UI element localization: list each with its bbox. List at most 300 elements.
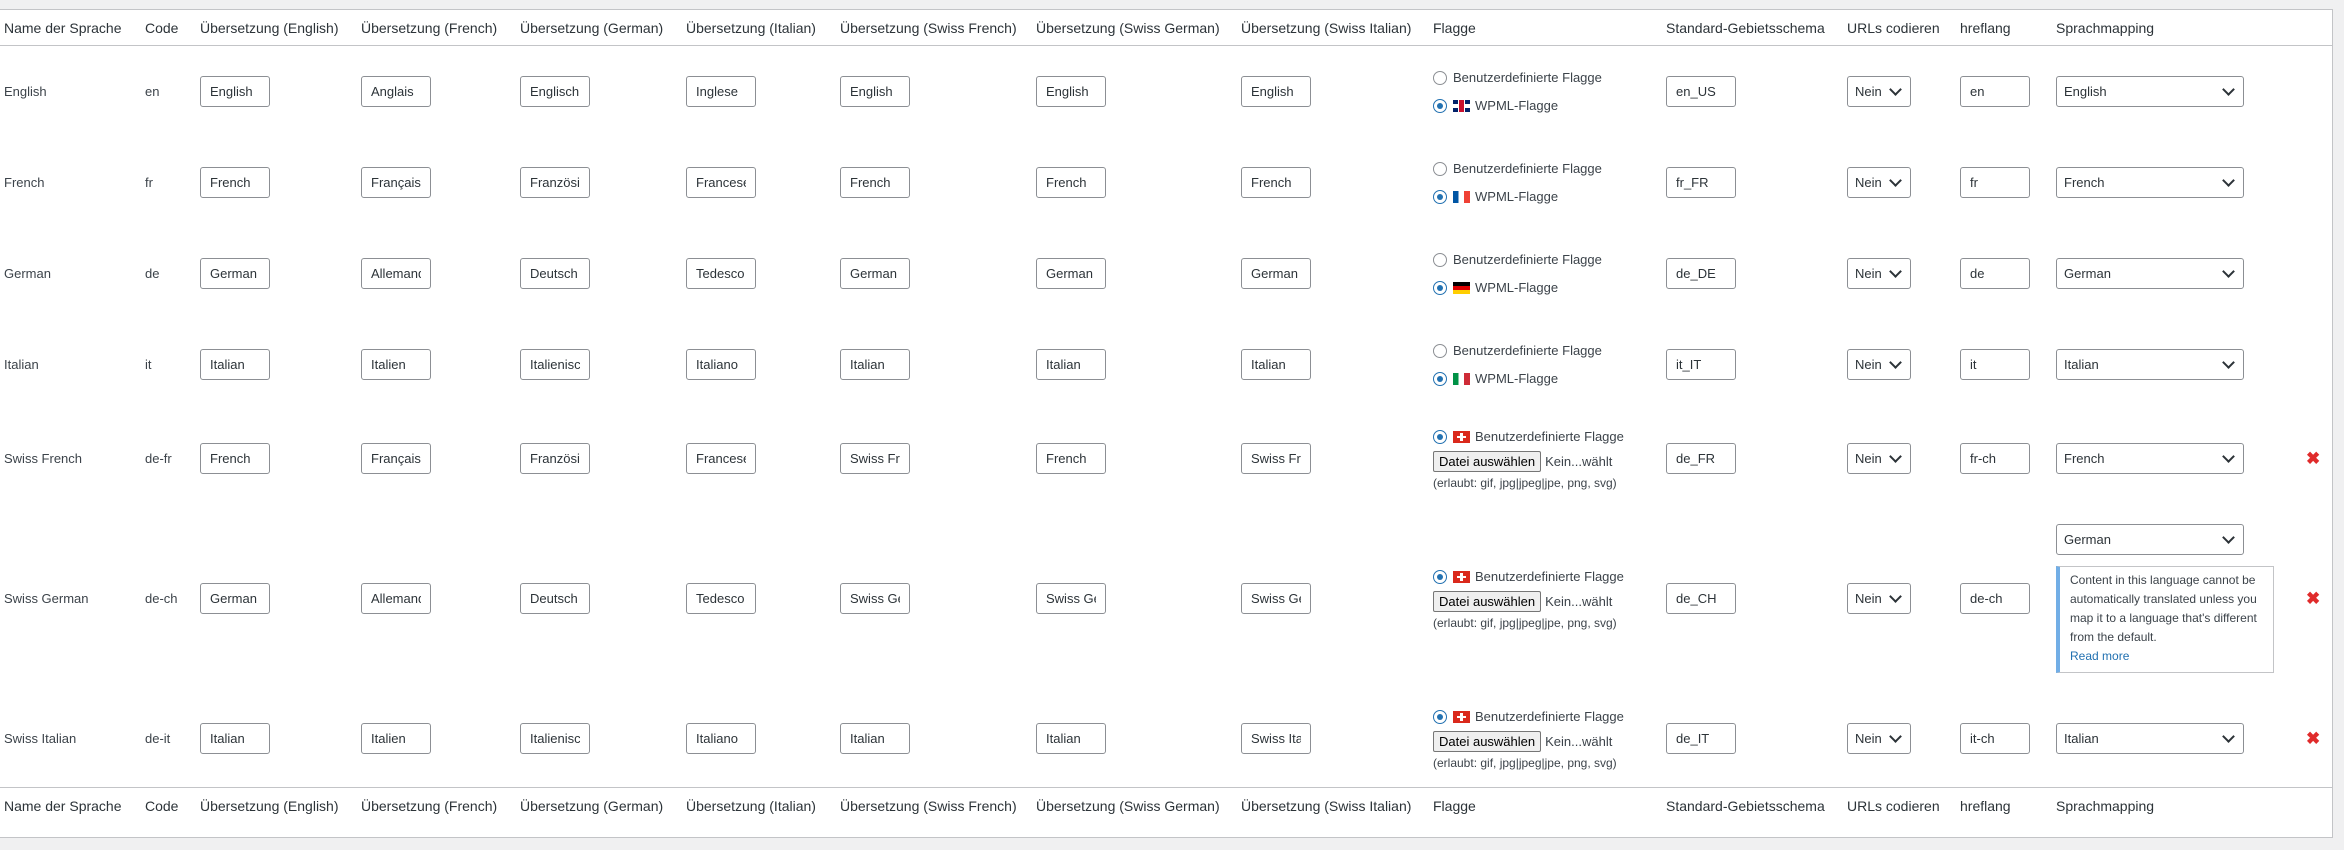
header-name: Name der Sprache — [0, 10, 141, 46]
ch-flag-icon — [1453, 711, 1470, 723]
footer-actions — [2302, 788, 2333, 824]
header-encode-urls: URLs codieren — [1843, 10, 1956, 46]
custom-flag-label: Benutzerdefinierte Flagge — [1475, 429, 1624, 444]
translation-input-french[interactable] — [361, 349, 431, 380]
translation-input-swiss-german[interactable] — [1036, 443, 1106, 474]
translation-cell — [196, 690, 357, 788]
header-tr-french: Übersetzung (French) — [357, 10, 516, 46]
mapping-cell — [2052, 137, 2302, 228]
translation-input-german[interactable] — [520, 443, 590, 474]
header-tr-english: Übersetzung (English) — [196, 10, 357, 46]
translation-cell — [196, 46, 357, 138]
translation-cell — [516, 690, 682, 788]
translation-input-italian[interactable] — [686, 349, 756, 380]
footer-tr-german: Übersetzung (German) — [516, 788, 682, 824]
translation-input-italian[interactable] — [686, 167, 756, 198]
language-code: de — [145, 266, 160, 281]
chevron-down-icon — [2222, 83, 2235, 96]
translation-cell — [516, 228, 682, 319]
language-mapping-value: English — [2064, 84, 2107, 99]
translation-input-swiss-italian[interactable] — [1241, 443, 1311, 474]
translation-cell — [1032, 228, 1237, 319]
translation-cell — [357, 137, 516, 228]
language-mapping-select[interactable] — [2056, 524, 2244, 555]
translation-input-italian[interactable] — [686, 258, 756, 289]
allowed-file-types: (erlaubt: gif, jpg|jpeg|jpe, png, svg) — [1433, 756, 1617, 770]
custom-flag-radio[interactable] — [1433, 570, 1447, 584]
chevron-down-icon — [1889, 450, 1902, 463]
translation-input-italian[interactable] — [686, 76, 756, 107]
translation-cell — [1237, 507, 1429, 690]
allowed-file-types: (erlaubt: gif, jpg|jpeg|jpe, png, svg) — [1433, 616, 1617, 630]
actions-cell — [2302, 690, 2333, 788]
translation-input-german[interactable] — [520, 258, 590, 289]
it-flag-icon — [1453, 373, 1470, 385]
choose-file-button[interactable]: Datei auswählen — [1433, 731, 1541, 752]
language-mapping-value: French — [2064, 451, 2105, 466]
wpml-flag-radio[interactable] — [1433, 372, 1447, 386]
header-tr-german: Übersetzung (German) — [516, 10, 682, 46]
table-row — [0, 507, 2333, 690]
hreflang-cell — [1956, 319, 2052, 410]
custom-flag-option[interactable] — [1433, 337, 1662, 365]
custom-flag-option[interactable] — [1433, 246, 1662, 274]
footer-tr-swiss-german: Übersetzung (Swiss German) — [1032, 788, 1237, 824]
custom-flag-label: Benutzerdefinierte Flagge — [1453, 69, 1602, 85]
translation-cell — [1032, 507, 1237, 690]
translation-input-french[interactable] — [361, 583, 431, 614]
header-flag: Flagge — [1429, 10, 1662, 46]
encode-urls-value: Nein — [1855, 731, 1882, 746]
translation-input-italian[interactable] — [686, 443, 756, 474]
encode-urls-select[interactable] — [1847, 349, 1911, 380]
mapping-cell — [2052, 410, 2302, 507]
translation-cell — [1032, 46, 1237, 138]
translation-cell — [516, 46, 682, 138]
custom-flag-option[interactable] — [1433, 64, 1662, 92]
translation-input-swiss-french[interactable] — [840, 443, 910, 474]
translation-cell — [516, 507, 682, 690]
hreflang-input[interactable] — [1960, 167, 2030, 198]
language-code: de-ch — [145, 591, 178, 606]
translation-cell — [196, 507, 357, 690]
wpml-flag-label: WPML-Flagge — [1475, 188, 1559, 204]
locale-cell — [1662, 46, 1843, 138]
de-flag-icon — [1453, 282, 1470, 294]
translation-input-french[interactable] — [361, 723, 431, 754]
wpml-flag-label: WPML-Flagge — [1475, 279, 1559, 295]
wpml-flag-option[interactable] — [1433, 92, 1662, 120]
encode-cell — [1843, 137, 1956, 228]
default-locale-input[interactable] — [1666, 723, 1736, 754]
translation-input-swiss-french[interactable] — [840, 258, 910, 289]
header-tr-swiss-german: Übersetzung (Swiss German) — [1032, 10, 1237, 46]
custom-flag-radio[interactable] — [1433, 430, 1447, 444]
translation-input-german[interactable] — [520, 349, 590, 380]
translation-cell — [357, 319, 516, 410]
header-tr-swiss-italian: Übersetzung (Swiss Italian) — [1237, 10, 1429, 46]
language-name: German — [4, 266, 51, 281]
encode-urls-value: Nein — [1855, 591, 1882, 606]
encode-cell — [1843, 410, 1956, 507]
translation-cell — [836, 46, 1032, 138]
translation-input-french[interactable] — [361, 76, 431, 107]
language-mapping-select[interactable] — [2056, 443, 2244, 474]
header-tr-swiss-french: Übersetzung (Swiss French) — [836, 10, 1032, 46]
translation-input-german[interactable] — [520, 583, 590, 614]
encode-cell — [1843, 507, 1956, 690]
default-locale-input[interactable] — [1666, 258, 1736, 289]
mapping-cell — [2052, 319, 2302, 410]
translation-input-swiss-german[interactable] — [1036, 349, 1106, 380]
language-mapping-select[interactable] — [2056, 723, 2244, 754]
translation-cell — [196, 319, 357, 410]
encode-cell — [1843, 228, 1956, 319]
language-code: fr — [145, 175, 153, 190]
translation-input-swiss-italian[interactable] — [1241, 258, 1311, 289]
hreflang-input[interactable] — [1960, 349, 2030, 380]
translation-cell — [1237, 228, 1429, 319]
translation-input-french[interactable] — [361, 167, 431, 198]
hreflang-input[interactable] — [1960, 443, 2030, 474]
footer-code: Code — [141, 788, 196, 824]
chevron-down-icon — [2222, 730, 2235, 743]
language-mapping-value: German — [2064, 532, 2111, 547]
default-locale-input[interactable] — [1666, 167, 1736, 198]
language-code: it — [145, 357, 152, 372]
table-row — [0, 319, 2333, 410]
mapping-cell — [2052, 690, 2302, 788]
footer-name: Name der Sprache — [0, 788, 141, 824]
translation-cell — [682, 690, 836, 788]
encode-urls-select[interactable] — [1847, 443, 1911, 474]
language-code: en — [145, 84, 160, 99]
chevron-down-icon — [2222, 450, 2235, 463]
file-upload — [1433, 731, 1662, 752]
translation-input-swiss-german[interactable] — [1036, 723, 1106, 754]
translation-input-english[interactable] — [200, 76, 270, 107]
hreflang-input[interactable] — [1960, 258, 2030, 289]
actions-cell — [2302, 137, 2333, 228]
translation-input-german[interactable] — [520, 76, 590, 107]
hreflang-cell — [1956, 690, 2052, 788]
language-mapping-select[interactable] — [2056, 258, 2244, 289]
encode-cell — [1843, 690, 1956, 788]
translation-input-swiss-italian[interactable] — [1241, 723, 1311, 754]
mapping-notice — [2056, 566, 2274, 673]
encode-urls-select[interactable] — [1847, 76, 1911, 107]
translation-cell — [357, 690, 516, 788]
translation-input-english[interactable] — [200, 349, 270, 380]
flag-cell — [1429, 228, 1662, 319]
locale-cell — [1662, 690, 1843, 788]
fr-flag-icon — [1453, 191, 1470, 203]
hreflang-input[interactable] — [1960, 723, 2030, 754]
translation-input-italian[interactable] — [686, 723, 756, 754]
actions-cell — [2302, 319, 2333, 410]
flag-cell — [1429, 46, 1662, 138]
footer-tr-swiss-french: Übersetzung (Swiss French) — [836, 788, 1032, 824]
footer-encode-urls: URLs codieren — [1843, 788, 1956, 824]
footer-tr-italian: Übersetzung (Italian) — [682, 788, 836, 824]
header-locale: Standard-Gebietsschema — [1662, 10, 1843, 46]
translation-cell — [196, 228, 357, 319]
delete-language-icon[interactable]: ✖ — [2306, 448, 2321, 468]
encode-cell — [1843, 46, 1956, 138]
chevron-down-icon — [2222, 265, 2235, 278]
translation-input-english[interactable] — [200, 167, 270, 198]
file-name: Kein...wählt — [1545, 734, 1613, 749]
header-mapping: Sprachmapping — [2052, 10, 2302, 46]
default-locale-input[interactable] — [1666, 76, 1736, 107]
translation-cell — [1032, 137, 1237, 228]
language-name: Swiss German — [4, 591, 89, 606]
translation-input-swiss-french[interactable] — [840, 76, 910, 107]
translation-cell — [516, 410, 682, 507]
translation-cell — [682, 410, 836, 507]
flag-cell — [1429, 690, 1662, 788]
language-mapping-select[interactable] — [2056, 76, 2244, 107]
translation-input-german[interactable] — [520, 167, 590, 198]
chevron-down-icon — [2222, 174, 2235, 187]
locale-cell — [1662, 228, 1843, 319]
hreflang-cell — [1956, 228, 2052, 319]
translation-cell — [682, 228, 836, 319]
table-footer-row — [0, 788, 2333, 824]
custom-flag-label: Benutzerdefinierte Flagge — [1453, 251, 1602, 267]
translation-cell — [836, 507, 1032, 690]
custom-flag-radio[interactable] — [1433, 710, 1447, 724]
translation-input-swiss-german[interactable] — [1036, 167, 1106, 198]
footer-mapping: Sprachmapping — [2052, 788, 2302, 824]
footer-flag: Flagge — [1429, 788, 1662, 824]
translation-input-swiss-french[interactable] — [840, 167, 910, 198]
language-name: French — [4, 175, 45, 190]
file-upload — [1433, 451, 1662, 472]
ch-flag-icon — [1453, 431, 1470, 443]
file-upload — [1433, 591, 1662, 612]
translation-input-swiss-german[interactable] — [1036, 583, 1106, 614]
header-actions — [2302, 10, 2333, 46]
languages-table — [0, 10, 2333, 823]
translation-cell — [1032, 410, 1237, 507]
footer-tr-english: Übersetzung (English) — [196, 788, 357, 824]
translation-input-french[interactable] — [361, 258, 431, 289]
encode-urls-value: Nein — [1855, 175, 1882, 190]
translation-input-english[interactable] — [200, 723, 270, 754]
translation-cell — [836, 228, 1032, 319]
translation-input-italian[interactable] — [686, 583, 756, 614]
default-locale-input[interactable] — [1666, 349, 1736, 380]
translation-input-swiss-italian[interactable] — [1241, 583, 1311, 614]
wpml-flag-option[interactable] — [1433, 183, 1662, 211]
translation-input-swiss-french[interactable] — [840, 723, 910, 754]
language-mapping-value: German — [2064, 266, 2111, 281]
custom-flag-radio[interactable] — [1433, 344, 1447, 358]
actions-cell — [2302, 46, 2333, 138]
language-mapping-value: Italian — [2064, 731, 2099, 746]
header-tr-italian: Übersetzung (Italian) — [682, 10, 836, 46]
chevron-down-icon — [1889, 730, 1902, 743]
translation-input-swiss-italian[interactable] — [1241, 349, 1311, 380]
languages-table-container — [0, 9, 2333, 838]
header-code: Code — [141, 10, 196, 46]
encode-urls-value: Nein — [1855, 84, 1882, 99]
translation-cell — [836, 319, 1032, 410]
chevron-down-icon — [2222, 531, 2235, 544]
hreflang-cell — [1956, 137, 2052, 228]
language-mapping-select[interactable] — [2056, 167, 2244, 198]
language-mapping-value: Italian — [2064, 357, 2099, 372]
table-row — [0, 137, 2333, 228]
chevron-down-icon — [1889, 265, 1902, 278]
default-locale-input[interactable] — [1666, 583, 1736, 614]
table-header-row — [0, 10, 2333, 46]
actions-cell — [2302, 410, 2333, 507]
custom-flag-label: Benutzerdefinierte Flagge — [1453, 342, 1602, 358]
default-locale-input[interactable] — [1666, 443, 1736, 474]
locale-cell — [1662, 507, 1843, 690]
locale-cell — [1662, 319, 1843, 410]
custom-flag-option[interactable] — [1433, 563, 1662, 591]
translation-cell — [1237, 319, 1429, 410]
translation-input-english[interactable] — [200, 583, 270, 614]
encode-urls-select[interactable] — [1847, 258, 1911, 289]
footer-hreflang: hreflang — [1956, 788, 2052, 824]
translation-cell — [357, 228, 516, 319]
translation-cell — [196, 410, 357, 507]
wpml-flag-radio[interactable] — [1433, 281, 1447, 295]
translation-cell — [1237, 690, 1429, 788]
language-name: English — [4, 84, 47, 99]
encode-urls-value: Nein — [1855, 266, 1882, 281]
translation-cell — [196, 137, 357, 228]
flag-cell — [1429, 319, 1662, 410]
custom-flag-radio[interactable] — [1433, 71, 1447, 85]
language-mapping-value: French — [2064, 175, 2105, 190]
translation-input-swiss-french[interactable] — [840, 349, 910, 380]
encode-urls-select[interactable] — [1847, 723, 1911, 754]
language-name: Swiss French — [4, 451, 83, 466]
translation-input-swiss-french[interactable] — [840, 583, 910, 614]
hreflang-input[interactable] — [1960, 583, 2030, 614]
custom-flag-label: Benutzerdefinierte Flagge — [1453, 160, 1602, 176]
language-name: Swiss Italian — [4, 731, 77, 746]
hreflang-cell — [1956, 507, 2052, 690]
translation-cell — [357, 410, 516, 507]
language-name: Italian — [4, 357, 39, 372]
table-row — [0, 690, 2333, 788]
translation-cell — [682, 507, 836, 690]
custom-flag-radio[interactable] — [1433, 162, 1447, 176]
translation-input-swiss-german[interactable] — [1036, 258, 1106, 289]
footer-tr-swiss-italian: Übersetzung (Swiss Italian) — [1237, 788, 1429, 824]
translation-cell — [836, 690, 1032, 788]
translation-cell — [1237, 137, 1429, 228]
translation-input-swiss-italian[interactable] — [1241, 76, 1311, 107]
hreflang-cell — [1956, 46, 2052, 138]
translation-cell — [1032, 690, 1237, 788]
encode-urls-select[interactable] — [1847, 167, 1911, 198]
translation-input-german[interactable] — [520, 723, 590, 754]
custom-flag-option[interactable] — [1433, 423, 1662, 451]
wpml-flag-radio[interactable] — [1433, 99, 1447, 113]
language-code: de-it — [145, 731, 171, 746]
header-hreflang: hreflang — [1956, 10, 2052, 46]
chevron-down-icon — [2222, 356, 2235, 369]
language-code: de-fr — [145, 451, 172, 466]
encode-urls-value: Nein — [1855, 451, 1882, 466]
translation-cell — [1237, 46, 1429, 138]
ch-flag-icon — [1453, 571, 1470, 583]
read-more-link[interactable]: Read more — [2070, 649, 2130, 663]
wpml-flag-radio[interactable] — [1433, 190, 1447, 204]
translation-input-english[interactable] — [200, 443, 270, 474]
translation-input-english[interactable] — [200, 258, 270, 289]
footer-locale: Standard-Gebietsschema — [1662, 788, 1843, 824]
custom-flag-label: Benutzerdefinierte Flagge — [1475, 569, 1624, 584]
custom-flag-option[interactable] — [1433, 703, 1662, 731]
chevron-down-icon — [1889, 83, 1902, 96]
language-mapping-select[interactable] — [2056, 349, 2244, 380]
delete-language-icon[interactable]: ✖ — [2306, 728, 2321, 748]
actions-cell — [2302, 507, 2333, 690]
custom-flag-radio[interactable] — [1433, 253, 1447, 267]
flag-cell — [1429, 137, 1662, 228]
custom-flag-option[interactable] — [1433, 155, 1662, 183]
translation-cell — [836, 137, 1032, 228]
wpml-flag-option[interactable] — [1433, 274, 1662, 302]
flag-cell — [1429, 410, 1662, 507]
encode-urls-value: Nein — [1855, 357, 1882, 372]
translation-input-swiss-german[interactable] — [1036, 76, 1106, 107]
translation-cell — [682, 137, 836, 228]
wpml-flag-label: WPML-Flagge — [1475, 97, 1559, 113]
encode-urls-select[interactable] — [1847, 583, 1911, 614]
locale-cell — [1662, 137, 1843, 228]
hreflang-cell — [1956, 410, 2052, 507]
choose-file-button[interactable]: Datei auswählen — [1433, 591, 1541, 612]
delete-language-icon[interactable]: ✖ — [2306, 588, 2321, 608]
choose-file-button[interactable]: Datei auswählen — [1433, 451, 1541, 472]
custom-flag-label: Benutzerdefinierte Flagge — [1475, 709, 1624, 724]
translation-input-french[interactable] — [361, 443, 431, 474]
translation-cell — [357, 507, 516, 690]
translation-cell — [1237, 410, 1429, 507]
translation-cell — [1032, 319, 1237, 410]
translation-cell — [516, 319, 682, 410]
translation-cell — [357, 46, 516, 138]
uk-flag-icon — [1453, 100, 1470, 112]
hreflang-input[interactable] — [1960, 76, 2030, 107]
table-row — [0, 46, 2333, 138]
mapping-cell — [2052, 507, 2302, 690]
table-row — [0, 228, 2333, 319]
file-name: Kein...wählt — [1545, 454, 1613, 469]
flag-cell — [1429, 507, 1662, 690]
mapping-notice-text: Content in this language cannot be automatically translated unless you map it to a language that's different from the default. — [2070, 573, 2257, 644]
wpml-flag-option[interactable] — [1433, 365, 1662, 393]
chevron-down-icon — [1889, 356, 1902, 369]
encode-cell — [1843, 319, 1956, 410]
chevron-down-icon — [1889, 174, 1902, 187]
chevron-down-icon — [1889, 590, 1902, 603]
actions-cell — [2302, 228, 2333, 319]
mapping-cell — [2052, 228, 2302, 319]
allowed-file-types: (erlaubt: gif, jpg|jpeg|jpe, png, svg) — [1433, 476, 1617, 490]
translation-cell — [682, 46, 836, 138]
translation-input-swiss-italian[interactable] — [1241, 167, 1311, 198]
